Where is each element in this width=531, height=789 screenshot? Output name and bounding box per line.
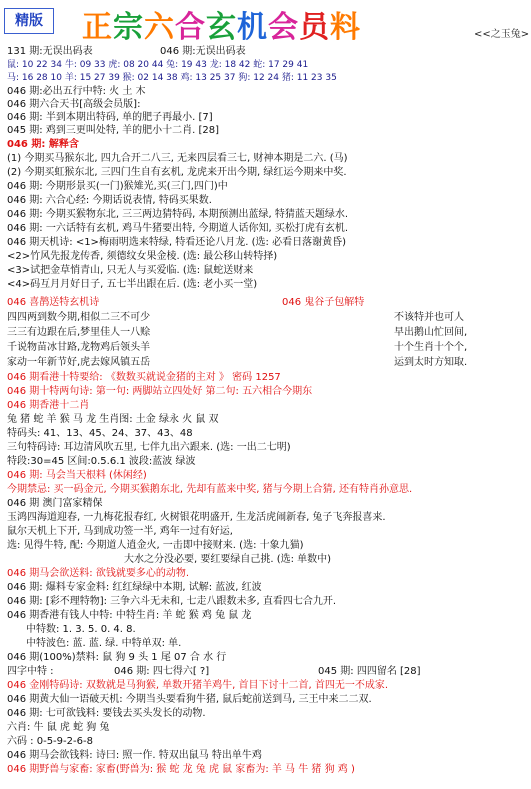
text-line: 046 期: 今期形景买(一门)猴雉光,买(三门,四门)中 xyxy=(7,181,228,192)
text-line: 046 期: 一六话特有玄机, 鸡马牛猪要出特, 今期道人话你知, 买松打虎有玄机. xyxy=(7,223,349,234)
text-line: <4>码互月月好日子, 五七半出跟在后. (选: 老小买一堂) xyxy=(7,279,258,290)
text-line: 046 期 澳门富家精保 xyxy=(7,498,103,509)
section-title: 046 喜鹊送特玄机诗 xyxy=(7,297,100,308)
poem-line: 家动一年新节好,虎去嫁风镇五岳 xyxy=(7,357,151,368)
text-line: 046 期天机诗: <1>梅雨明选来特绿, 特看还论八月龙. (选: 必看日落谢黄昏) xyxy=(7,237,346,248)
poem-line: 千说物苗冰甘路,龙物鸡后领头羊 xyxy=(7,342,151,353)
text-line: 046 期: 马会当天根料 (休闲经) xyxy=(7,470,147,481)
section-title: 046 鬼谷子包解特 xyxy=(282,297,365,308)
poem-line: 早出鹅山忙回间, xyxy=(394,327,468,338)
text-line: 046 期: 七可欲钱料: 要钱去买头发长的动物. xyxy=(7,708,206,719)
text-line: <3>试把金草悄青山, 只无人与买爱临. (选: 鼠蛇送财来 xyxy=(7,265,254,276)
text-line: 046 期六合天书[高级会员版]: xyxy=(7,99,141,110)
text-line: 046 期马会欲钱料: 诗曰: 照一作. 特双出鼠马 特出单牛鸡 xyxy=(7,750,262,761)
poem-line: 四四两到数今期,相似二三不可少 xyxy=(7,312,151,323)
text-line: 046 期: 六合心经: 今期话说表情, 特码买果数. xyxy=(7,195,212,206)
text-line: 046 金刚特码诗: 双数就是马狗猴, 单数开猪羊鸡牛, 首目下讨十二首, 首四无一不成家. xyxy=(7,680,389,691)
text-line: 大水之分没必要, 要红要绿自己挑. (选: 单数中) xyxy=(124,554,332,565)
text-line: <2>竹风先报龙传香, 须德纹女果金棱. (选: 最公移山转特择) xyxy=(7,251,278,262)
text-line: 玉鸿四海道迎春, 一九梅花报春红, 火树银花明盛开, 生龙活虎闹新春, 兔子飞奔报喜来. xyxy=(7,512,386,523)
title-char: 员 xyxy=(299,10,330,45)
poem-line: 运到太时方知取. xyxy=(394,357,468,368)
text-line: 046 期马会欲送料: 欲钱就要多心的动物. xyxy=(7,568,189,579)
table-title-131: 131 期:无误出码表 xyxy=(7,46,93,57)
title-char: 会 xyxy=(268,10,299,45)
zodiac-row-2: 马: 16 28 10 羊: 15 27 39 猴: 02 14 38 鸡: 13 25 37 狗: 12 24 猪: 11 23 35 xyxy=(7,73,337,83)
text-line: 046 期黄大仙一语破天机: 今期当头要看狗牛猪, 鼠后蛇前送到马, 三王中来二二双. xyxy=(7,694,372,705)
text-line: 选: 见得牛特, 配: 今期道人逍金火, 一击即中接财来. (选: 十象九猫) xyxy=(7,540,304,551)
text-line: 046 期香港十二肖 xyxy=(7,400,90,411)
title-char: 宗 xyxy=(113,10,144,45)
text-line: 045 期: 鸡到三更叫处特, 羊的肥小十二肖. [28] xyxy=(7,125,220,136)
title-char: 正 xyxy=(82,10,113,45)
author-tag: <<之玉兔> xyxy=(474,29,530,40)
text-line: 046 期: 今期买猴物东北, 三三两边猜特码, 本期预测出蓝绿, 特猜蓝天题绿水. xyxy=(7,209,349,220)
text-line: 特段:30=45 区间:0.5.6.1 波段:蓝波 绿波 xyxy=(7,456,196,467)
table-title-046: 046 期:无误出码表 xyxy=(160,46,246,57)
text-line: 046 期十特两句诗: 第一句: 两脚站立四处好 第二句: 五六相合今期东 xyxy=(7,386,313,397)
poem-line: 十个生肖十个个, xyxy=(394,342,468,353)
title-char: 机 xyxy=(237,10,268,45)
text-line: (2) 今期买虹猴东北, 三四门生自有玄机, 龙虎来开出今期, 绿红运今期来中奖. xyxy=(7,167,347,178)
text-line: 046 期: 爆料专家金料: 红红绿绿中本期, 试解: 蓝波, 红波 xyxy=(7,582,262,593)
text-line: 今期禁忌: 买一码金元, 今期买猴鹅东北, 先却有蓝来中奖, 猪与今期上合猜, 还有特肖孙意思. xyxy=(7,484,413,495)
text-line: 四字中特 : xyxy=(7,666,54,677)
page-title xyxy=(82,2,361,46)
text-line: 特码头: 41、13、45、24、37、43、48 xyxy=(7,428,193,439)
text-line: 中特数: 1. 3. 5. 0. 4. 8. xyxy=(26,624,136,635)
text-line: 046 期: 解释含 xyxy=(7,139,79,150)
zodiac-row-1: 鼠: 10 22 34 牛: 09 33 虎: 08 20 44 兔: 19 43 龙: 18 42 蛇: 17 29 41 xyxy=(7,60,309,70)
title-char: 六 xyxy=(144,10,175,45)
title-char: 合 xyxy=(175,10,206,45)
text-line: 046 期(100%)禁料: 鼠 狗 9 头 1 尾 07 合 水 行 xyxy=(7,652,227,663)
text-line: 046 期:必出五行中特: 火 土 木 xyxy=(7,86,146,97)
text-line: 046 期: 半到本期出特码, 单的肥子再最小. [7] xyxy=(7,112,213,123)
text-line: 三句特码诗: 耳边清风吹五里, 七伴九出六跟来. (选: 一出二七明) xyxy=(7,442,291,453)
page-header xyxy=(0,0,531,44)
text-line: 鼠尔天机上下开, 马到成功签一半, 鸡年一过有好运, xyxy=(7,526,233,537)
text-line: 六码 : 0-5-9-2-6-8 xyxy=(7,736,93,747)
text-line: 046 期: [彩不理特物]: 三争六斗无未和, 七走八跟数未多, 直看四七合九开. xyxy=(7,596,337,607)
poem-line: 不该特并也可人 xyxy=(394,312,464,323)
title-char: 玄 xyxy=(206,10,237,45)
text-line: 046 期看港十特要给: 《数数买就说金猪的主对 》 密码 1257 xyxy=(7,372,281,383)
text-line: 046 期香港有钱人中特: 中特生肖: 羊 蛇 猴 鸡 兔 鼠 龙 xyxy=(7,610,252,621)
text-line: 045 期: 四四留名 [28] xyxy=(318,666,421,677)
text-line: (1) 今期买马猴东北, 四九合开二八三, 无来四层看三七, 财神本期是二六. (马) xyxy=(7,153,348,164)
poem-line: 三三有边跟在后,梦里佳人一八赊 xyxy=(7,327,151,338)
text-line: 中特波色: 蓝. 蓝. 绿. 中特单双: 单. xyxy=(26,638,182,649)
title-char: 料 xyxy=(330,10,361,45)
text-line: 六肖: 牛 鼠 虎 蛇 狗 兔 xyxy=(7,722,110,733)
text-line: 046 期: 四七得六[ ?] xyxy=(114,666,210,677)
text-line: 046 期野兽与家畜: 家畜(野兽为: 猴 蛇 龙 兔 虎 鼠 家畜为: 羊 马 牛 猪 狗 鸡 ) xyxy=(7,764,355,775)
jingban-badge: 精版 xyxy=(4,8,54,34)
text-line: 兔 猪 蛇 羊 猴 马 龙 生肖图: 土金 绿永 火 鼠 双 xyxy=(7,414,219,425)
